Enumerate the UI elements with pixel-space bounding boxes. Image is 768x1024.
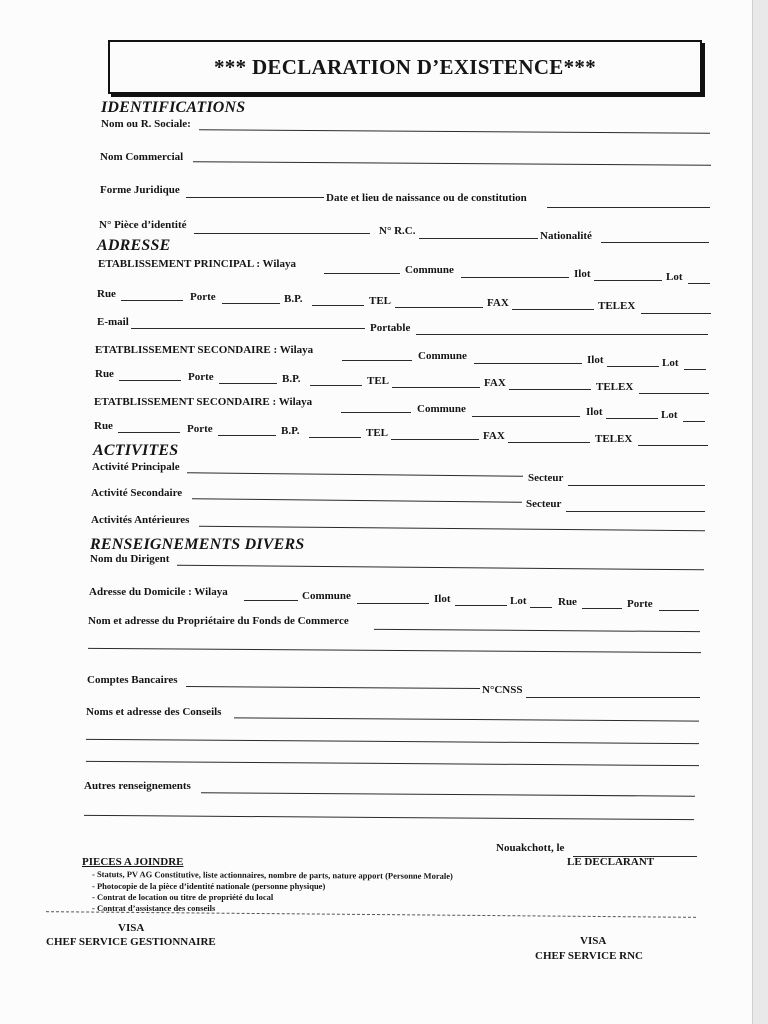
- principal-bp-field[interactable]: [312, 305, 364, 306]
- secondaire-2-porte-label: Porte: [187, 423, 213, 435]
- principal-lot-field[interactable]: [688, 283, 710, 284]
- secondaire-2-telex-label: TELEX: [595, 433, 633, 445]
- proprietaire-field-2[interactable]: [88, 648, 701, 653]
- secondaire-1-bp-field[interactable]: [310, 385, 362, 386]
- portable-field[interactable]: [416, 334, 708, 335]
- domicile-porte-label: Porte: [627, 598, 653, 610]
- visa-right-label: VISA: [580, 935, 607, 947]
- secondaire-2-rue-field[interactable]: [118, 432, 180, 433]
- secondaire-2-lot-label: Lot: [661, 409, 678, 421]
- domicile-commune-field[interactable]: [357, 603, 429, 604]
- secondaire-2-fax-field[interactable]: [508, 442, 590, 443]
- domicile-porte-field[interactable]: [659, 610, 699, 611]
- secondaire-2-tel-label: TEL: [366, 427, 389, 439]
- piece-item: - Contrat de location ou titre de propriété du local: [92, 892, 274, 902]
- activite-principale-label: Activité Principale: [92, 461, 180, 473]
- visa-left-label: VISA: [118, 922, 145, 934]
- secondaire-2-ilot-label: Ilot: [586, 406, 603, 418]
- domicile-rue-label: Rue: [558, 596, 577, 608]
- secondaire-2-ilot-field[interactable]: [606, 418, 658, 419]
- secondaire-1-tel-label: TEL: [367, 375, 390, 387]
- piece-identite-field[interactable]: [194, 233, 370, 234]
- secteur-secondaire-label: Secteur: [526, 498, 562, 510]
- principal-fax-field[interactable]: [512, 309, 594, 310]
- principal-rue-label: Rue: [97, 288, 116, 300]
- secondaire-1-ilot-field[interactable]: [607, 366, 659, 367]
- proprietaire-label: Nom et adresse du Propriétaire du Fonds de Commerce: [88, 615, 349, 627]
- nationalite-field[interactable]: [601, 242, 709, 243]
- form-title: *** DECLARATION D’EXISTENCE***: [108, 40, 702, 94]
- domicile-ilot-field[interactable]: [455, 605, 507, 606]
- cnss-field[interactable]: [526, 697, 700, 698]
- date-lieu-label: Date et lieu de naissance ou de constitution: [326, 192, 527, 204]
- portable-label: Portable: [370, 322, 411, 334]
- secondaire-1-rue-label: Rue: [95, 368, 114, 380]
- declarant-label: LE DECLARANT: [567, 856, 655, 868]
- principal-telex-label: TELEX: [598, 300, 636, 312]
- secondaire-1-lot-label: Lot: [662, 357, 679, 369]
- principal-telex-field[interactable]: [641, 313, 711, 314]
- section-renseignements: RENSEIGNEMENTS DIVERS: [90, 536, 305, 553]
- principal-ilot-label: Ilot: [574, 268, 591, 280]
- activite-secondaire-field[interactable]: [192, 498, 522, 502]
- principal-tel-field[interactable]: [395, 307, 483, 308]
- piece-item: - Photocopie de la pièce d’identité nationale (personne physique): [92, 881, 326, 891]
- secondaire-2-commune-label: Commune: [417, 403, 466, 415]
- chef-service-gestionnaire: CHEF SERVICE GESTIONNAIRE: [46, 936, 216, 948]
- comptes-bancaires-field[interactable]: [186, 686, 480, 689]
- secondaire-1-commune-field[interactable]: [474, 363, 582, 364]
- secondaire-2-tel-field[interactable]: [391, 439, 479, 440]
- domicile-wilaya-field[interactable]: [244, 600, 298, 601]
- piece-item: - Contrat d’assistance des conseils: [92, 903, 216, 913]
- nom-commercial-field[interactable]: [193, 161, 711, 166]
- dirigent-field[interactable]: [177, 565, 704, 571]
- secondaire-1-fax-field[interactable]: [509, 389, 591, 390]
- secondaire-2-fax-label: FAX: [483, 430, 505, 442]
- pieces-heading: PIECES A JOINDRE: [82, 856, 184, 868]
- nom-commercial-label: Nom Commercial: [100, 151, 184, 163]
- rc-label: N° R.C.: [379, 225, 416, 237]
- secondaire-2-bp-label: B.P.: [281, 425, 300, 437]
- secondaire-2-lot-field[interactable]: [683, 421, 705, 422]
- secondaire-2-bp-field[interactable]: [309, 437, 361, 438]
- domicile-lot-field[interactable]: [530, 607, 552, 608]
- secondaire-1-tel-field[interactable]: [392, 387, 480, 388]
- secondaire-1-porte-field[interactable]: [219, 383, 277, 384]
- conseils-field-2[interactable]: [86, 739, 699, 744]
- principal-ilot-field[interactable]: [594, 280, 662, 281]
- date-lieu-field[interactable]: [547, 207, 710, 208]
- section-activites: ACTIVITES: [93, 442, 179, 459]
- conseils-field-1[interactable]: [234, 717, 699, 721]
- secondaire-1-lot-field[interactable]: [684, 369, 706, 370]
- secondaire-2-rue-label: Rue: [94, 420, 113, 432]
- secondaire-1-bp-label: B.P.: [282, 373, 301, 385]
- chef-service-rnc: CHEF SERVICE RNC: [535, 950, 643, 962]
- autres-field-1[interactable]: [201, 792, 695, 796]
- secondaire-1-wilaya-field[interactable]: [342, 360, 412, 361]
- email-field[interactable]: [131, 328, 365, 329]
- domicile-wilaya-label: Adresse du Domicile : Wilaya: [89, 586, 228, 598]
- piece-identite-label: N° Pièce d’identité: [99, 219, 187, 231]
- principal-commune-label: Commune: [405, 264, 454, 276]
- cnss-label: N°CNSS: [482, 684, 523, 696]
- forme-juridique-field[interactable]: [186, 197, 324, 198]
- activites-anterieures-field[interactable]: [199, 526, 705, 531]
- secondaire-1-rue-field[interactable]: [119, 380, 181, 381]
- dirigent-label: Nom du Dirigent: [90, 553, 170, 565]
- principal-rue-field[interactable]: [121, 300, 183, 301]
- autres-renseignements-label: Autres renseignements: [84, 780, 191, 792]
- section-identifications: IDENTIFICATIONS: [101, 99, 246, 116]
- principal-porte-label: Porte: [190, 291, 216, 303]
- activite-secondaire-label: Activité Secondaire: [91, 487, 183, 499]
- secondaire-2-wilaya-field[interactable]: [341, 412, 411, 413]
- secondaire-1-telex-field[interactable]: [639, 393, 709, 394]
- secteur-principal-field[interactable]: [568, 485, 705, 486]
- secondaire-2-telex-field[interactable]: [638, 445, 708, 446]
- secondaire-1-telex-label: TELEX: [596, 381, 634, 393]
- domicile-ilot-label: Ilot: [434, 593, 451, 605]
- principal-tel-label: TEL: [369, 295, 392, 307]
- etab-principal-label: ETABLISSEMENT PRINCIPAL : Wilaya: [98, 258, 296, 270]
- email-label: E-mail: [97, 316, 129, 328]
- etab-secondaire-2-label: ETATBLISSEMENT SECONDAIRE : Wilaya: [94, 396, 313, 408]
- secondaire-1-ilot-label: Ilot: [587, 354, 604, 366]
- nom-label: Nom ou R. Sociale:: [101, 118, 191, 130]
- autres-field-2[interactable]: [84, 815, 694, 820]
- secondaire-1-porte-label: Porte: [188, 371, 214, 383]
- piece-item: - Statuts, PV AG Constitutive, liste actionnaires, nombre de parts, nature apport (Personne Morale): [91, 869, 453, 881]
- secondaire-2-porte-field[interactable]: [218, 435, 276, 436]
- activites-anterieures-label: Activités Antérieures: [91, 514, 190, 526]
- secteur-principal-label: Secteur: [528, 472, 564, 484]
- secondaire-1-commune-label: Commune: [418, 350, 467, 362]
- principal-wilaya-field[interactable]: [324, 273, 400, 274]
- principal-porte-field[interactable]: [222, 303, 280, 304]
- domicile-rue-field[interactable]: [582, 608, 622, 609]
- etab-secondaire-1-label: ETATBLISSEMENT SECONDAIRE : Wilaya: [95, 344, 314, 356]
- secondaire-2-commune-field[interactable]: [472, 416, 580, 417]
- activite-principale-field[interactable]: [187, 472, 523, 477]
- section-adresse: ADRESSE: [97, 237, 171, 254]
- principal-lot-label: Lot: [666, 271, 683, 283]
- forme-juridique-label: Forme Juridique: [100, 184, 180, 196]
- principal-commune-field[interactable]: [461, 277, 569, 278]
- conseils-field-3[interactable]: [86, 761, 699, 766]
- nom-field[interactable]: [199, 129, 710, 134]
- nationalite-label: Nationalité: [540, 230, 592, 242]
- secondaire-1-fax-label: FAX: [484, 377, 506, 389]
- proprietaire-field-1[interactable]: [374, 629, 700, 632]
- principal-bp-label: B.P.: [284, 293, 303, 305]
- conseils-label: Noms et adresse des Conseils: [86, 706, 222, 718]
- domicile-commune-label: Commune: [302, 590, 351, 602]
- domicile-lot-label: Lot: [510, 595, 527, 607]
- rc-field[interactable]: [419, 238, 538, 239]
- comptes-bancaires-label: Comptes Bancaires: [87, 674, 178, 686]
- signature-place-label: Nouakchott, le: [496, 842, 565, 854]
- secteur-secondaire-field[interactable]: [566, 511, 705, 512]
- principal-fax-label: FAX: [487, 297, 509, 309]
- separator-line: [46, 911, 696, 918]
